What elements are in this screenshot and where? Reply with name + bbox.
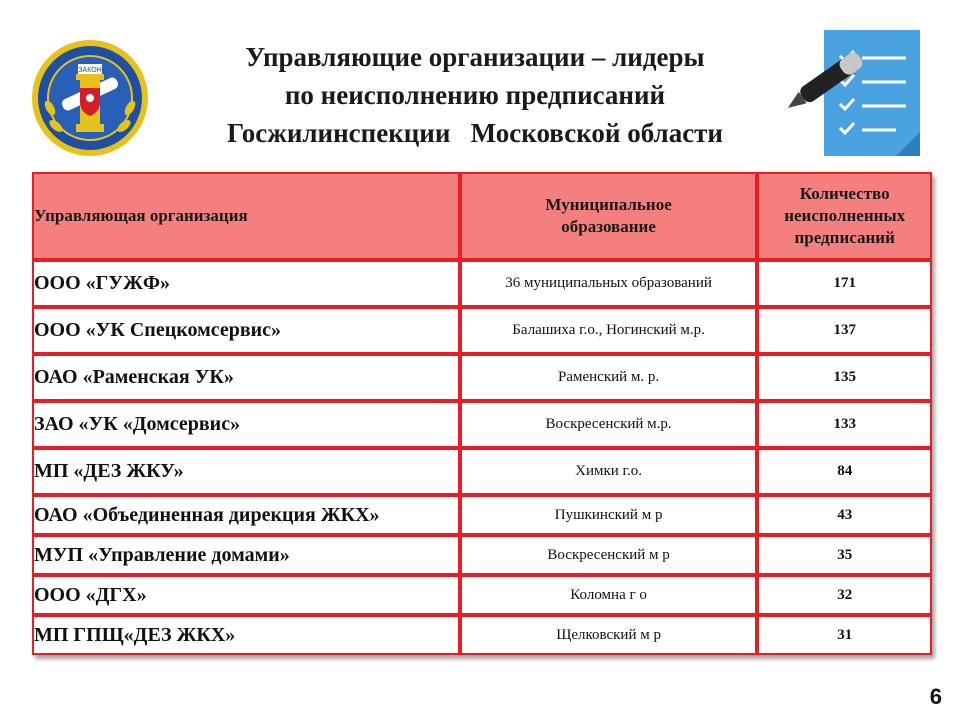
org-cell: ООО «ГУЖФ» bbox=[32, 260, 460, 307]
header-municipality bbox=[460, 172, 758, 260]
municipality-cell: Коломна г о bbox=[460, 575, 758, 615]
org-cell: ОАО «Раменская УК» bbox=[32, 354, 460, 401]
page-title bbox=[160, 38, 790, 152]
table-row bbox=[32, 575, 932, 615]
org-cell: ЗАО «УК «Домсервис» bbox=[32, 401, 460, 448]
table-row bbox=[32, 495, 932, 535]
municipality-cell: Воскресенский м р bbox=[460, 535, 758, 575]
municipality-cell: Воскресенский м.р. bbox=[460, 401, 758, 448]
org-cell: МП «ДЕЗ ЖКУ» bbox=[32, 448, 460, 495]
municipality-cell: Химки г.о. bbox=[460, 448, 758, 495]
title-line-1: Управляющие организации – лидеры bbox=[245, 42, 705, 72]
table-row bbox=[32, 535, 932, 575]
header-municipality-line-1: Муниципальное bbox=[545, 195, 672, 214]
count-cell: 84 bbox=[757, 448, 932, 495]
municipality-cell: Пушкинский м р bbox=[460, 495, 758, 535]
table-row bbox=[32, 260, 932, 307]
count-cell: 171 bbox=[757, 260, 932, 307]
org-cell: ОАО «Объединенная дирекция ЖКХ» bbox=[32, 495, 460, 535]
table-header-row bbox=[32, 172, 932, 260]
header-count bbox=[757, 172, 932, 260]
org-cell: ООО «ДГХ» bbox=[32, 575, 460, 615]
org-cell: ООО «УК Спецкомсервис» bbox=[32, 307, 460, 354]
count-cell: 35 bbox=[757, 535, 932, 575]
title-line-2: по неисполнению предписаний bbox=[284, 80, 666, 110]
count-cell: 43 bbox=[757, 495, 932, 535]
inspection-emblem-icon bbox=[30, 38, 150, 158]
count-cell: 133 bbox=[757, 401, 932, 448]
header-count-line-1: Количество bbox=[799, 184, 890, 203]
table-row bbox=[32, 354, 932, 401]
municipality-cell: 36 муниципальных образований bbox=[460, 260, 758, 307]
table-row bbox=[32, 401, 932, 448]
municipality-cell: Балашиха г.о., Ногинский м.р. bbox=[460, 307, 758, 354]
header-org: Управляющая организация bbox=[32, 172, 460, 260]
table-row bbox=[32, 448, 932, 495]
count-cell: 31 bbox=[757, 615, 932, 655]
header-count-line-2: неисполненных bbox=[784, 206, 906, 225]
table-row bbox=[32, 615, 932, 655]
municipality-cell: Щелковский м р bbox=[460, 615, 758, 655]
emblem-label: ЗАКОН bbox=[78, 67, 102, 74]
municipality-cell: Раменский м. р. bbox=[460, 354, 758, 401]
count-cell: 135 bbox=[757, 354, 932, 401]
leaders-table bbox=[32, 172, 932, 655]
table-row bbox=[32, 307, 932, 354]
checklist-with-pen-icon bbox=[788, 28, 928, 162]
header-count-line-3: предписаний bbox=[794, 228, 895, 247]
org-cell: МУП «Управление домами» bbox=[32, 535, 460, 575]
header-municipality-line-2: образование bbox=[561, 217, 656, 236]
org-cell: МП ГПЩ«ДЕЗ ЖКХ» bbox=[32, 615, 460, 655]
count-cell: 137 bbox=[757, 307, 932, 354]
count-cell: 32 bbox=[757, 575, 932, 615]
title-line-3: Госжилинспекции Московской области bbox=[226, 118, 723, 148]
page-number: 6 bbox=[929, 684, 942, 709]
